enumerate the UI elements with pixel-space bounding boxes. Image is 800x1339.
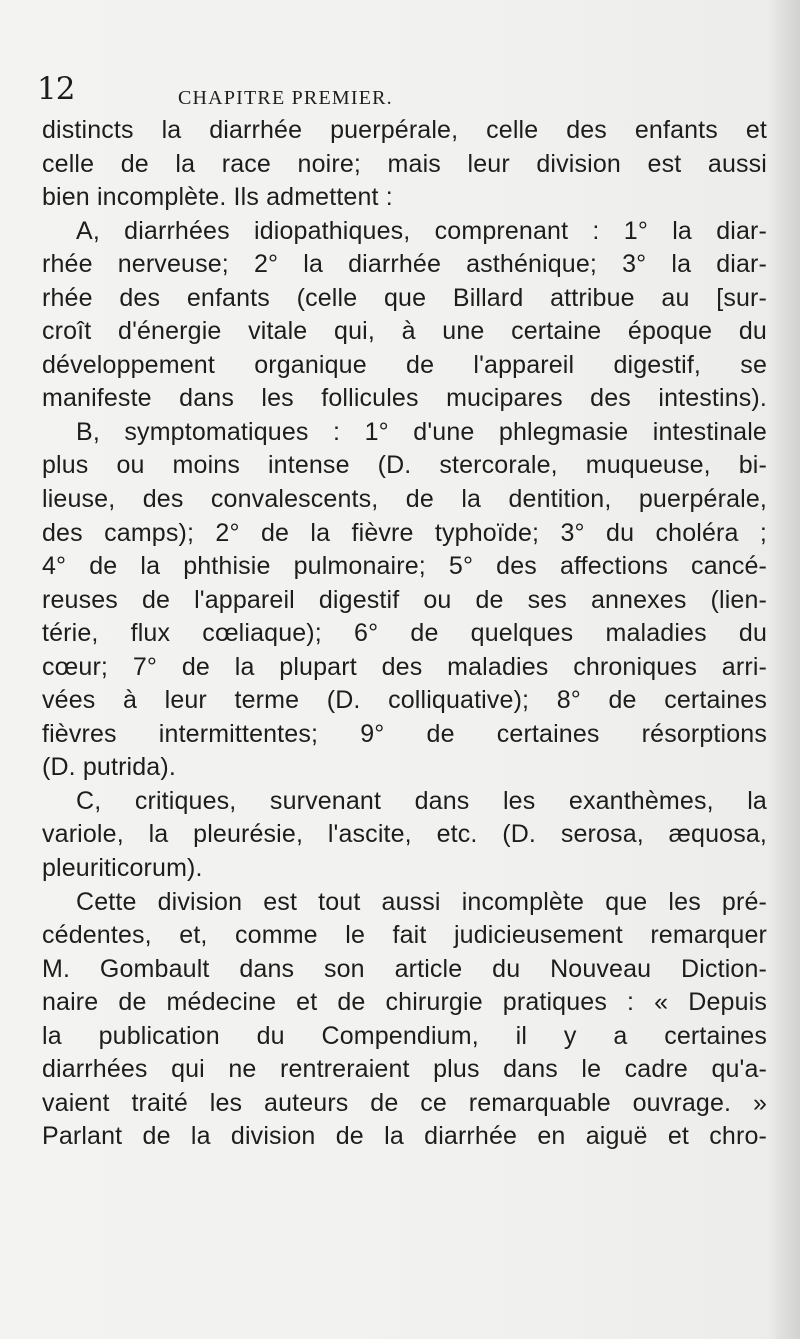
text-line: vaient traité les auteurs de ce remarquable ouvrage. » xyxy=(42,1088,767,1117)
text-line: cœur; 7° de la plupart des maladies chroniques arri- xyxy=(42,652,767,681)
text-line: B, symptomatiques : 1° d'une phlegmasie intestinale xyxy=(76,417,767,446)
text-line: plus ou moins intense (D. stercorale, muqueuse, bi- xyxy=(42,451,767,480)
text-line: rhée nerveuse; 2° la diarrhée asthénique; 3° la diar- xyxy=(42,250,767,279)
text-line: vées à leur terme (D. colliquative); 8° de certaines xyxy=(42,686,767,715)
text-line: reuses de l'appareil digestif ou de ses annexes (lien- xyxy=(42,585,767,614)
text-line: Parlant de la division de la diarrhée en aiguë et chro- xyxy=(42,1122,767,1151)
text-line: variole, la pleurésie, l'ascite, etc. (D. serosa, æquosa, xyxy=(42,820,767,849)
text-line: pleuriticorum). xyxy=(42,854,203,883)
text-line: rhée des enfants (celle que Billard attribue au [sur- xyxy=(42,283,767,312)
text-line: lieuse, des convalescents, de la dentition, puerpérale, xyxy=(42,485,767,514)
text-line: 4° de la phthisie pulmonaire; 5° des affections cancé- xyxy=(42,552,767,581)
text-line: M. Gombault dans son article du Nouveau Diction- xyxy=(42,954,767,983)
text-line: Cette division est tout aussi incomplète que les pré- xyxy=(76,887,767,916)
text-line: (D. putrida). xyxy=(42,753,176,782)
text-line: croît d'énergie vitale qui, à une certaine époque du xyxy=(42,317,767,346)
text-line: bien incomplète. Ils admettent : xyxy=(42,183,393,212)
text-line: fièvres intermittentes; 9° de certaines résorptions xyxy=(42,719,767,748)
text-line: des camps); 2° de la fièvre typhoïde; 3° du choléra ; xyxy=(42,518,767,547)
text-line: manifeste dans les follicules mucipares des intestins). xyxy=(42,384,767,413)
text-line: naire de médecine et de chirurgie pratiques : « Depuis xyxy=(42,988,767,1017)
running-head: CHAPITRE PREMIER. xyxy=(178,87,393,109)
body-text xyxy=(42,114,767,1154)
text-line: celle de la race noire; mais leur division est aussi xyxy=(42,149,767,178)
text-line: cédentes, et, comme le fait judicieusement remarquer xyxy=(42,921,767,950)
text-line: A, diarrhées idiopathiques, comprenant : 1° la diar- xyxy=(76,216,767,245)
text-line: diarrhées qui ne rentreraient plus dans le cadre qu'a- xyxy=(42,1055,767,1084)
text-line: développement organique de l'appareil digestif, se xyxy=(42,350,767,379)
page-number: 12 xyxy=(37,71,75,107)
text-line: C, critiques, survenant dans les exanthèmes, la xyxy=(76,786,767,815)
text-line: térie, flux cœliaque); 6° de quelques maladies du xyxy=(42,619,767,648)
text-line: la publication du Compendium, il y a certaines xyxy=(42,1021,767,1050)
text-line: distincts la diarrhée puerpérale, celle des enfants et xyxy=(42,116,767,144)
page-edge-shadow xyxy=(768,0,800,1339)
